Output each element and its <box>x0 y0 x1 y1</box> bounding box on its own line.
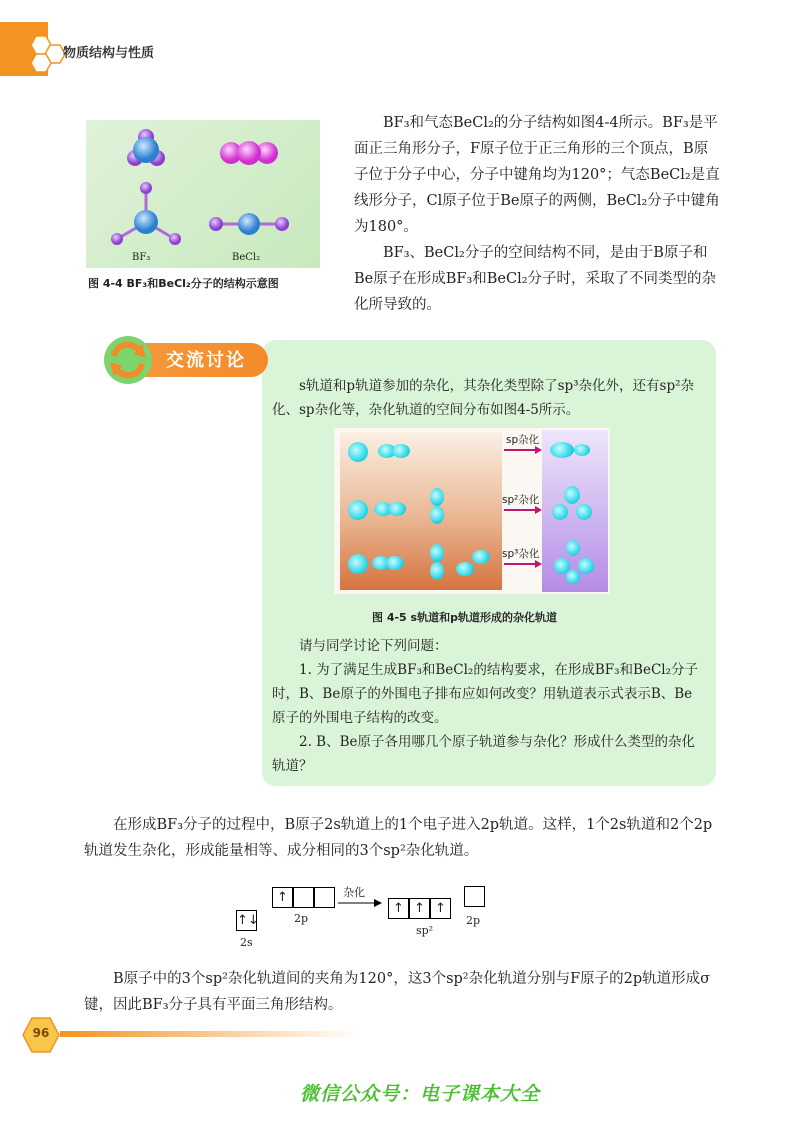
discussion-questions <box>272 634 704 778</box>
page-number: 96 <box>32 1026 50 1040</box>
orbital-2s-boxes <box>236 910 257 931</box>
hexagon-logo-icon <box>22 34 66 78</box>
label-2p-right: 2p <box>466 914 481 927</box>
discussion-title: 交流讨论 <box>166 350 246 371</box>
orbital-box: ↑ <box>409 898 430 919</box>
label-bf3: BF₃ <box>132 252 151 263</box>
figure-4-4-caption: 图 4-4 BF₃和BeCl₂分子的结构示意图 <box>88 277 279 290</box>
main-paragraph-2: B原子中的3个sp²杂化轨道间的夹角为120°，这3个sp²杂化轨道分别与F原子的2p轨道形成σ键，因此BF₃分子具有平面三角形结构。 <box>84 971 711 1013</box>
chapter-title: 物质结构与性质 <box>63 46 155 61</box>
orbital-box <box>464 886 485 907</box>
orbital-2p-box-right <box>464 886 485 907</box>
figure-4-5-caption: 图 4-5 s轨道和p轨道形成的杂化轨道 <box>372 611 557 624</box>
footer-watermark: 微信公众号：电子课本大全 <box>300 1083 541 1105</box>
orbital-box: ↑ <box>430 898 451 919</box>
label-sp: sp杂化 <box>506 434 540 446</box>
label-sp2: sp²杂化 <box>502 494 540 506</box>
molecule-models-illustration <box>86 120 320 268</box>
orbital-box <box>293 887 314 908</box>
top-text <box>354 110 722 318</box>
main-paragraph-1-block <box>84 812 720 864</box>
label-sp3: sp³杂化 <box>502 548 540 560</box>
orbital-box <box>314 887 335 908</box>
label-sp2-orbital: sp² <box>416 924 434 937</box>
right-arrow-icon <box>338 898 384 908</box>
arrow-label: 杂化 <box>343 886 365 899</box>
exchange-arrows-icon <box>98 334 158 386</box>
orbital-2p-boxes-left <box>272 887 335 908</box>
main-paragraph-2-block <box>84 966 720 1018</box>
orbital-box: ↑↓ <box>236 910 257 931</box>
top-paragraph-2: BF₃、BeCl₂分子的空间结构不同，是由于B原子和Be原子在形成BF₃和BeCl₂分子时，采取了不同类型的杂化所导致的。 <box>354 245 717 313</box>
page-number-bar <box>60 1031 360 1037</box>
label-2p-left: 2p <box>294 912 309 925</box>
discussion-prompt: 请与同学讨论下列问题： <box>299 638 448 654</box>
question-1: 1. 为了满足生成BF₃和BeCl₂的结构要求，在形成BF₃和BeCl₂分子时，B、Be原子的外围电子排布应如何改变？用轨道表示式表示B、Be原子的外围电子结构的改变。 <box>272 662 699 726</box>
question-2: 2. B、Be原子各用哪几个原子轨道参与杂化？形成什么类型的杂化轨道？ <box>272 734 696 774</box>
hybridization-arrows <box>502 428 544 594</box>
main-paragraph-1: 在形成BF₃分子的过程中，B原子2s轨道上的1个电子进入2p轨道。这样，1个2s轨道和2个2p轨道发生杂化，形成能量相等、成分相同的3个sp²杂化轨道。 <box>84 817 713 859</box>
top-paragraph-1: BF₃和气态BeCl₂的分子结构如图4-4所示。BF₃是平面正三角形分子，F原子位于正三角形的三个顶点，B原子位于分子中心，分子中键角均为120°；气态BeCl₂是直线形分子，Cl原子位于Be原子的两侧，BeCl₂分子中键角为180°。 <box>354 115 720 235</box>
label-2s: 2s <box>240 936 253 949</box>
discussion-intro: s轨道和p轨道参加的杂化，其杂化类型除了sp³杂化外，还有sp²杂化、sp杂化等，杂化轨道的空间分布如图4-5所示。 <box>272 378 695 418</box>
figure-4-4 <box>86 120 320 268</box>
figure-4-5 <box>334 428 610 594</box>
label-becl2: BeCl₂ <box>232 252 261 263</box>
orbital-box: ↑ <box>272 887 293 908</box>
orbital-sp2-boxes <box>388 898 451 919</box>
orbital-box: ↑ <box>388 898 409 919</box>
